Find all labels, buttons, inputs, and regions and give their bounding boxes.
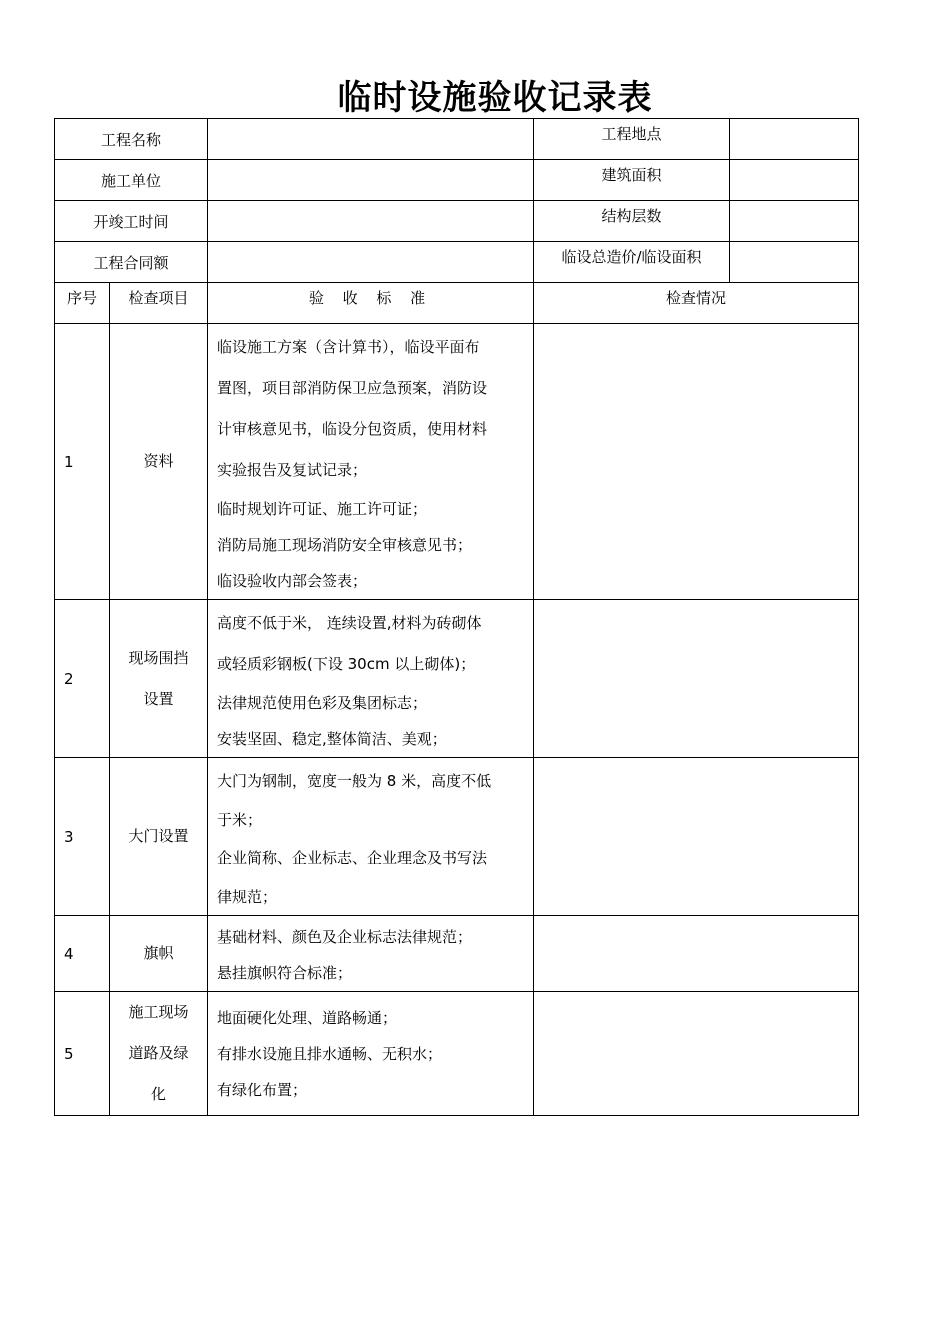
criteria-line: 有排水设施且排水通畅、无积水； (217, 1044, 443, 1063)
criteria-line: 于米； (217, 811, 263, 829)
project-location-field[interactable] (730, 119, 859, 160)
table-row (55, 992, 859, 1116)
row-seq: 5 (55, 992, 110, 1116)
table-row (55, 916, 859, 992)
criteria-line: 法律规范使用色彩及集团标志； (217, 694, 428, 712)
criteria-line: 消防局施工现场消防安全审核意见书； (217, 536, 473, 554)
row-item (110, 992, 208, 1116)
construction-unit-label: 施工单位 (55, 160, 208, 201)
row-seq: 3 (55, 758, 110, 916)
row-item (110, 758, 208, 916)
criteria-line: 基础材料、颜色及企业标志法律规范； (217, 928, 473, 946)
row-item-line: 施工现场 (128, 1003, 189, 1021)
page-title: 临时设施验收记录表 (337, 78, 653, 118)
row-criteria (208, 324, 534, 600)
info-row (55, 201, 859, 242)
row-criteria (208, 992, 534, 1116)
criteria-line: 计审核意见书，临设分包资质，使用材料 (217, 420, 488, 438)
row-item (110, 324, 208, 600)
contract-amount-label: 工程合同额 (55, 242, 208, 283)
row-seq: 4 (55, 916, 110, 992)
row-item-line: 旗帜 (143, 944, 174, 962)
row-item-line: 道路及绿 (128, 1044, 189, 1062)
criteria-line: 实验报告及复试记录； (217, 461, 368, 479)
start-end-time-field[interactable] (208, 201, 534, 242)
row-item-line: 资料 (143, 452, 174, 470)
table-row (55, 324, 859, 600)
row-criteria (208, 600, 534, 758)
col-header-standard: 验 收 标 准 (208, 283, 534, 324)
structure-floors-label: 结构层数 (534, 201, 730, 242)
criteria-line: 安装坚固、稳定,整体简洁、美观； (217, 730, 447, 748)
info-row (55, 119, 859, 160)
info-row (55, 242, 859, 283)
project-name-field[interactable] (208, 119, 534, 160)
criteria-line: 临时规划许可证、施工许可证； (217, 500, 428, 518)
row-item (110, 916, 208, 992)
contract-amount-field[interactable] (208, 242, 534, 283)
project-name-label: 工程名称 (55, 119, 208, 160)
column-header-row (55, 283, 859, 324)
row-item-line: 化 (151, 1085, 167, 1103)
temp-cost-area-label: 临设总造价/临设面积 (534, 242, 730, 283)
project-location-label: 工程地点 (534, 119, 730, 160)
building-area-label: 建筑面积 (534, 160, 730, 201)
row-criteria (208, 916, 534, 992)
criteria-line: 悬挂旗帜符合标准； (217, 964, 353, 982)
row-status-field[interactable] (534, 992, 859, 1116)
criteria-line: 有绿化布置； (217, 1080, 308, 1099)
col-header-item: 检查项目 (110, 283, 208, 324)
temp-cost-area-field[interactable] (730, 242, 859, 283)
info-row (55, 160, 859, 201)
row-status-field[interactable] (534, 758, 859, 916)
table-row (55, 600, 859, 758)
acceptance-record-table (54, 118, 859, 1116)
table-row (55, 758, 859, 916)
criteria-line: 企业简称、企业标志、企业理念及书写法 (217, 849, 488, 867)
criteria-line: 律规范； (217, 888, 278, 906)
criteria-line: 置图，项目部消防保卫应急预案，消防设 (217, 379, 488, 397)
row-criteria (208, 758, 534, 916)
col-header-seq: 序号 (55, 283, 110, 324)
building-area-field[interactable] (730, 160, 859, 201)
row-status-field[interactable] (534, 600, 859, 758)
row-status-field[interactable] (534, 916, 859, 992)
criteria-line: 临设验收内部会签表； (217, 572, 368, 590)
row-status-field[interactable] (534, 324, 859, 600)
criteria-line: 高度不低于米， 连续设置,材料为砖砌体 (217, 614, 482, 632)
row-item-line: 大门设置 (128, 827, 189, 845)
row-seq: 2 (55, 600, 110, 758)
col-header-status: 检查情况 (534, 283, 859, 324)
criteria-line: 地面硬化处理、道路畅通； (217, 1008, 398, 1027)
criteria-line: 大门为钢制，宽度一般为 8 米，高度不低 (217, 772, 492, 790)
construction-unit-field[interactable] (208, 160, 534, 201)
start-end-time-label: 开竣工时间 (55, 201, 208, 242)
row-item-line: 现场围挡 (128, 648, 189, 667)
criteria-line: 临设施工方案（含计算书），临设平面布 (217, 338, 480, 356)
structure-floors-field[interactable] (730, 201, 859, 242)
row-item (110, 600, 208, 758)
row-item-line: 设置 (143, 689, 174, 708)
criteria-line: 或轻质彩钢板(下设 30cm 以上砌体)； (217, 655, 476, 673)
row-seq: 1 (55, 324, 110, 600)
